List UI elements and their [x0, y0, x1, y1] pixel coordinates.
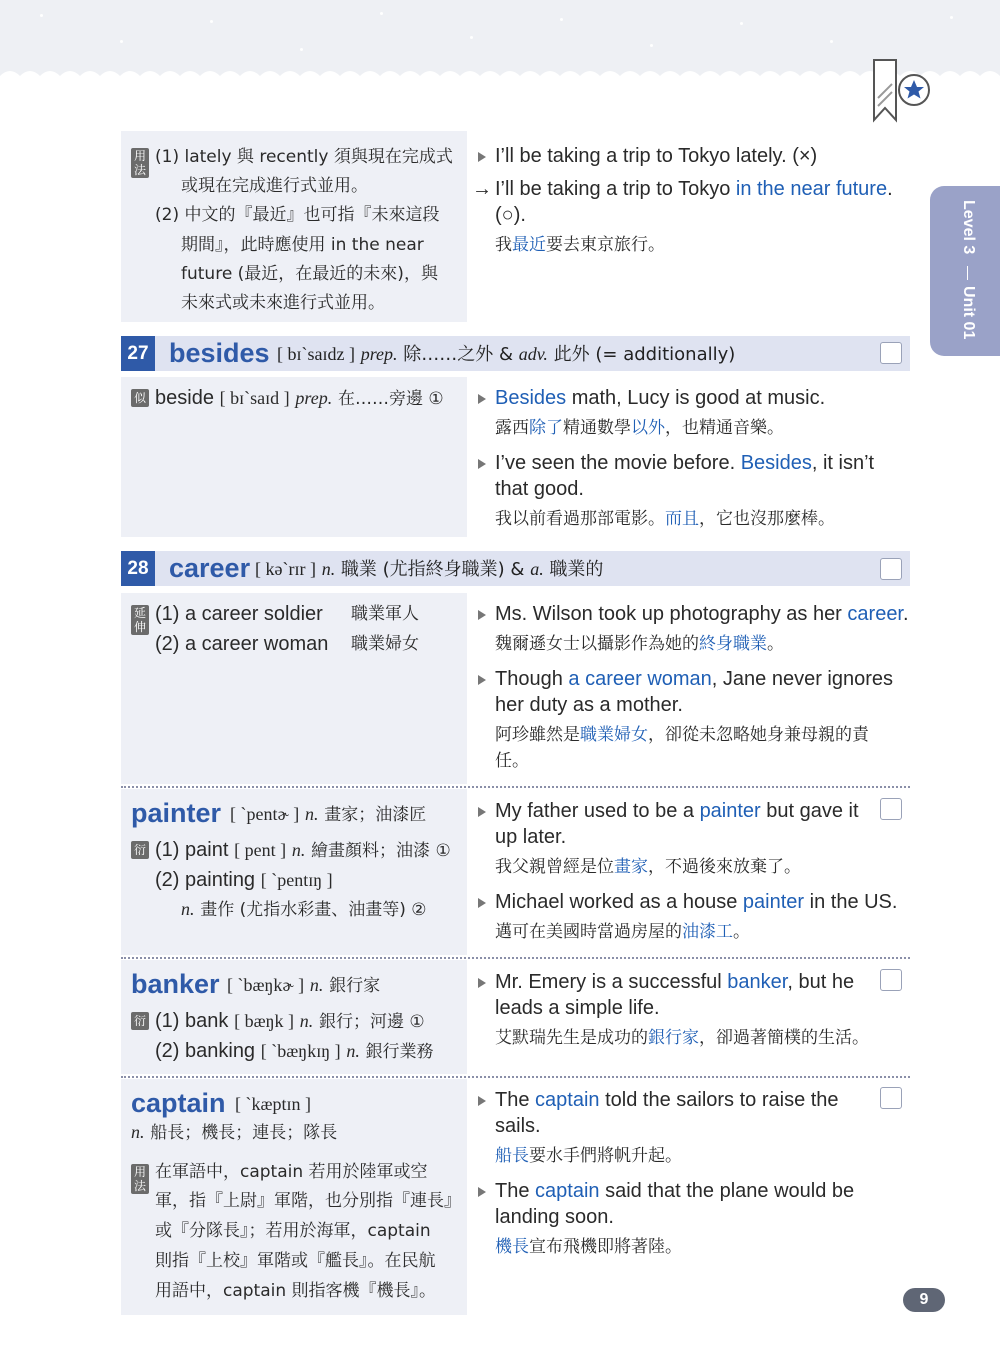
extension-phrase: (2) a career woman	[155, 633, 329, 655]
example-text: , it isn’t	[811, 452, 875, 474]
part-of-speech: prep.	[295, 388, 333, 408]
example-text: Mr. Emery is a successful	[495, 971, 728, 993]
example-bullet	[478, 807, 486, 817]
highlight-phrase: 除了	[529, 418, 563, 438]
example-text: .	[903, 603, 909, 625]
example-sentence	[495, 1087, 839, 1113]
example-translation	[495, 415, 784, 441]
definition-text: 畫家；油漆匠	[324, 805, 427, 825]
highlight-phrase: 終身職業	[699, 634, 767, 654]
example-translation	[495, 1234, 682, 1260]
example-bullet	[478, 610, 486, 620]
definition-text: 在……旁邊 ①	[337, 389, 444, 409]
highlight-phrase: 以外	[631, 418, 665, 438]
translation-text: 要水手們將帆升起。	[529, 1146, 682, 1166]
example-sentence	[495, 889, 897, 915]
entry-number: 27	[121, 336, 155, 371]
extension-phrase: (1) a career soldier	[155, 603, 323, 625]
part-of-speech: adv.	[518, 344, 548, 364]
usage-note-line: (1) lately 與 recently 須與現在完成式	[155, 147, 453, 167]
tab-separator	[967, 266, 968, 280]
snow-dot	[380, 12, 383, 15]
example-bullet	[478, 1096, 486, 1106]
review-checkbox[interactable]	[880, 798, 902, 820]
part-of-speech: n.	[346, 1041, 360, 1061]
highlight-word: painter	[699, 800, 761, 822]
pronunciation: [ bɪˋsaɪd ]	[219, 388, 290, 408]
example-text: , Jane never ignores	[711, 668, 894, 690]
part-of-speech: n.	[321, 559, 336, 579]
snow-dot	[650, 44, 653, 47]
example-text: The	[495, 1089, 536, 1111]
pronunciation: [ ˋbæŋkɪŋ ]	[260, 1041, 341, 1061]
example-translation	[495, 1025, 869, 1051]
highlight-word: captain	[535, 1089, 600, 1111]
example-text: in the US.	[804, 891, 898, 913]
part-of-speech: n.	[299, 1011, 314, 1031]
example-text: said that the plane would be	[599, 1180, 855, 1202]
review-checkbox[interactable]	[880, 1087, 902, 1109]
example-sentence	[495, 601, 909, 627]
snow-dot	[40, 14, 43, 17]
review-checkbox[interactable]	[880, 342, 902, 364]
example-text: told the sailors to raise the	[599, 1089, 839, 1111]
example-translation	[495, 722, 869, 748]
pronunciation: [ kəˋrɪr ]	[255, 559, 316, 579]
extension-meaning: 職業婦女	[351, 634, 419, 654]
translation-text: ，卻過著簡樸的生活。	[699, 1028, 869, 1048]
snow-dot	[740, 22, 743, 25]
translation-text: 邁可在美國時當過房屋的	[495, 922, 682, 942]
example-bullet	[478, 898, 486, 908]
example-text: Michael worked as a house	[495, 891, 743, 913]
translation-text: 魏爾遜女士以攝影作為她的	[495, 634, 699, 654]
unit-label: Unit 01	[960, 286, 977, 340]
example-translation	[495, 854, 801, 880]
example-sentence-line2: landing soon.	[495, 1206, 614, 1228]
page-number: 9	[903, 1288, 945, 1312]
example-sentence-line2: that good.	[495, 478, 584, 500]
part-of-speech: n.	[305, 804, 319, 824]
derivative-line	[155, 1008, 425, 1035]
translation-text: 精通數學	[563, 418, 631, 438]
usage-line: 則指『上校』軍階或『艦長』。在民航	[155, 1251, 436, 1271]
example-text: My father used to be a	[495, 800, 700, 822]
usage-note-line: (2) 中文的『最近』也可指『未來這段	[155, 205, 440, 225]
highlight-word: Besides	[495, 387, 567, 409]
usage-tag: 用法	[131, 1164, 149, 1194]
definition	[230, 802, 426, 828]
highlight-word: painter	[742, 891, 805, 913]
translation-text: 我父親曾經是位	[495, 857, 614, 877]
derivative-word: (2) painting	[155, 869, 256, 891]
definition-text: 銀行業務	[365, 1042, 434, 1062]
example-sentence	[495, 798, 859, 824]
translation-text: ，它也沒那麼棒。	[699, 509, 835, 529]
highlight-phrase: 機長	[495, 1237, 529, 1257]
example-sentence	[495, 969, 854, 995]
scallop-edge	[0, 66, 1000, 90]
part-of-speech: n.	[309, 975, 324, 995]
definition-text: 銀行；河邊 ①	[318, 1012, 425, 1032]
derivative-word: (1) paint	[155, 839, 229, 861]
highlight-phrase: 船長	[495, 1146, 529, 1166]
derivative-line	[155, 867, 333, 893]
example-translation	[495, 631, 784, 657]
definition-text: 除……之外 &	[403, 344, 514, 365]
definition-text: 職業 (尤指終身職業) &	[340, 559, 525, 580]
arrow-icon: →	[472, 178, 492, 200]
highlight-phrase: in the near future	[735, 178, 888, 200]
translation-text: 我	[495, 235, 512, 255]
definition-text: 繪畫顏料；油漆 ①	[311, 841, 451, 861]
highlight-phrase: 職業婦女	[580, 725, 648, 745]
highlight-phrase: 銀行家	[648, 1028, 699, 1048]
usage-tag: 用法	[131, 148, 149, 178]
example-sentence-line2: her duty as a mother.	[495, 694, 683, 716]
derivative-line	[155, 1038, 434, 1065]
part-of-speech: n.	[291, 840, 306, 860]
snow-dot	[300, 48, 303, 51]
example-right-sentence	[495, 176, 893, 202]
example-bullet	[478, 978, 486, 988]
derivative-tag: 衍	[131, 1012, 149, 1030]
snow-dot	[560, 18, 563, 21]
dotted-divider	[121, 786, 910, 788]
headword: career	[169, 553, 251, 583]
translation-text: 宣布飛機即將著陸。	[529, 1237, 682, 1257]
example-wrong-sentence: I’ll be taking a trip to Tokyo lately. (×)	[495, 145, 818, 167]
headword-painter: painter	[131, 798, 222, 828]
example-bullet	[478, 459, 486, 469]
pronunciation: [ bæŋk ]	[234, 1011, 295, 1031]
example-translation	[495, 232, 665, 258]
translation-text: 阿珍雖然是	[495, 725, 580, 745]
pronunciation: [ ˋkæptɪn ]	[235, 1094, 311, 1114]
definition	[131, 1120, 337, 1146]
level-unit-side-tab	[930, 186, 1000, 356]
highlight-phrase: a career woman	[568, 668, 712, 690]
definition	[227, 973, 380, 999]
highlight-word: career	[847, 603, 903, 625]
definition-text: 畫作 (尤指水彩畫、油畫等) ②	[200, 900, 427, 920]
translation-text: 艾默瑞先生是成功的	[495, 1028, 648, 1048]
example-text: , but he	[787, 971, 855, 993]
highlight-word: captain	[535, 1180, 600, 1202]
part-of-speech: prep.	[360, 344, 398, 364]
definition-text: 船長；機長；連長；隊長	[150, 1123, 338, 1143]
highlight-phrase: 最近	[512, 235, 546, 255]
example-bullet	[478, 675, 486, 685]
entry-header-besides	[121, 336, 910, 371]
snow-dot	[470, 36, 473, 39]
snow-dot	[120, 40, 123, 43]
usage-note-line: 或現在完成進行式並用。	[181, 176, 368, 196]
pronunciation: [ pent ]	[234, 840, 287, 860]
example-sentence-line2: sails.	[495, 1115, 541, 1137]
part-of-speech: n.	[181, 899, 195, 919]
highlight-word: Besides	[740, 452, 812, 474]
definition-text: 銀行家	[329, 976, 381, 996]
translation-text: 我以前看過那部電影。	[495, 509, 665, 529]
definition	[255, 557, 603, 582]
usage-line: 軍，指『上尉』軍階，也分別指『連長』	[155, 1191, 461, 1211]
usage-note-line: 期間』，此時應使用 in the near	[181, 235, 424, 255]
example-translation	[495, 919, 750, 945]
review-checkbox[interactable]	[880, 969, 902, 991]
translation-text: ，卻從未忽略她身兼母親的責	[648, 725, 869, 745]
example-sentence-line2: leads a simple life.	[495, 997, 660, 1019]
translation-text: 。	[733, 922, 750, 942]
translation-text: 要去東京旅行。	[546, 235, 665, 255]
entry-number: 28	[121, 551, 155, 586]
highlight-phrase: 畫家	[614, 857, 648, 877]
extension-meaning: 職業軍人	[351, 604, 419, 624]
derivative-word: (2) banking	[155, 1040, 256, 1062]
translation-text: 。	[767, 634, 784, 654]
derivative-definition	[181, 897, 427, 923]
translation-text: ，也精通音樂。	[665, 418, 784, 438]
dotted-divider	[121, 957, 910, 959]
headword-banker: banker	[131, 969, 220, 999]
example-text: I’ve seen the movie before.	[495, 452, 741, 474]
highlight-phrase: 而且	[665, 509, 699, 529]
definition-text: 職業的	[549, 559, 604, 580]
example-translation	[495, 1143, 682, 1169]
definition-text: 此外 (= additionally)	[553, 344, 736, 365]
pronunciation: [ bɪˋsaɪdz ]	[277, 344, 355, 364]
snow-dot	[830, 40, 833, 43]
review-checkbox[interactable]	[880, 558, 902, 580]
bookmark-star-icon	[866, 58, 936, 128]
highlight-phrase: 油漆工	[682, 922, 733, 942]
example-text: Though	[495, 668, 569, 690]
example-text: The	[495, 1180, 536, 1202]
derivative-word: (1) bank	[155, 1010, 229, 1032]
related-word-line	[155, 385, 444, 412]
example-bullet	[478, 394, 486, 404]
example-sentence	[495, 385, 825, 411]
usage-note-line: 未來式或未來進行式並用。	[181, 293, 385, 313]
pronunciation: [ ˋpentɪŋ ]	[260, 870, 333, 890]
example-translation-line2: 任。	[495, 751, 529, 771]
extension-tag: 延伸	[131, 605, 149, 635]
usage-note-line: future (最近，在最近的未來)，與	[181, 264, 438, 284]
level-label: Level 3	[960, 200, 977, 255]
example-text: math, Lucy is good at music.	[566, 387, 826, 409]
usage-line: 或『分隊長』；若用於海軍，captain	[155, 1221, 431, 1241]
headword: besides	[169, 338, 270, 368]
headword-captain: captain	[131, 1088, 226, 1118]
part-of-speech: n.	[131, 1122, 145, 1142]
translation-text: ，不過後來放棄了。	[648, 857, 801, 877]
example-text: Ms. Wilson took up photography as her	[495, 603, 848, 625]
example-translation	[495, 506, 835, 532]
definition	[277, 342, 735, 367]
pronunciation: [ ˋpentɚ ]	[230, 804, 300, 824]
usage-line: 用語中，captain 則指客機『機長』。	[155, 1281, 437, 1301]
example-text: I’ll be taking a trip to Tokyo	[495, 178, 736, 200]
correct-mark: (○).	[495, 204, 526, 226]
example-text: .	[887, 178, 893, 200]
example-sentence	[495, 666, 893, 692]
example-bullet	[478, 152, 486, 162]
related-word: beside	[155, 387, 214, 409]
part-of-speech: a.	[530, 559, 544, 579]
example-text: but gave it	[760, 800, 859, 822]
derivative-line	[155, 837, 451, 864]
example-bullet	[478, 1187, 486, 1197]
dotted-divider	[121, 1076, 910, 1078]
usage-line: 在軍語中，captain 若用於陸軍或空	[155, 1162, 428, 1182]
snow-dot	[210, 20, 213, 23]
example-sentence-line2: up later.	[495, 826, 567, 848]
entry-header-career	[121, 551, 910, 586]
example-sentence	[495, 1178, 854, 1204]
example-sentence	[495, 450, 874, 476]
derivative-tag: 衍	[131, 841, 149, 859]
similar-tag: 似	[131, 389, 149, 407]
pronunciation: [ ˋbæŋkɚ ]	[227, 975, 305, 995]
translation-text: 露西	[495, 418, 529, 438]
highlight-word: banker	[727, 971, 788, 993]
snow-dot	[950, 16, 953, 19]
